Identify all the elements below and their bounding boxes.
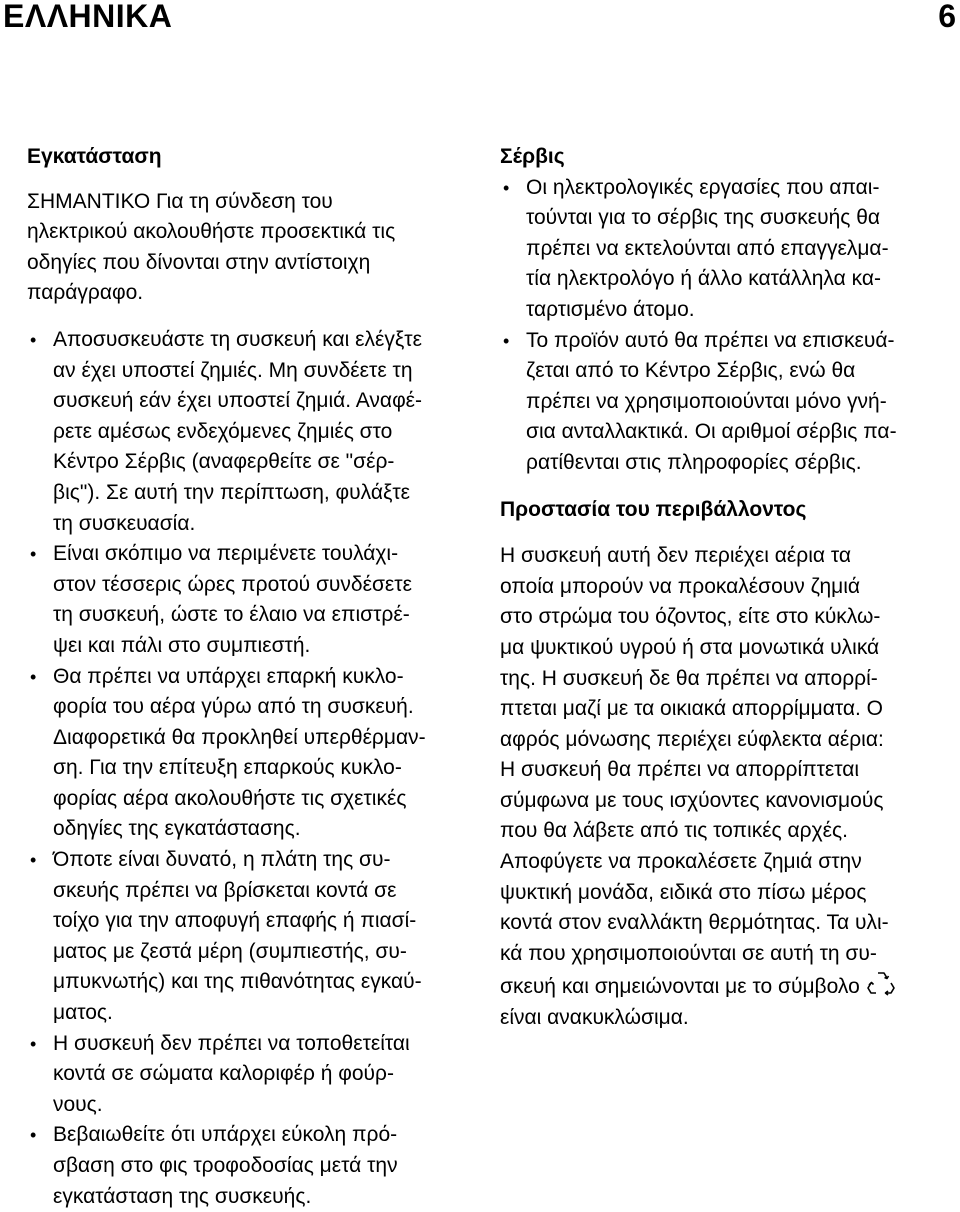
left-column — [27, 142, 447, 1212]
bullet-marker: • — [30, 850, 37, 871]
bullet-marker: • — [503, 177, 510, 198]
bullet-line: φορίας αέρα ακολουθήστε τις σχετικές — [53, 786, 407, 810]
bullet-line: νους. — [53, 1092, 103, 1116]
service-heading: Σέρβις — [500, 145, 565, 168]
environment-line: της. Η συσκευή δε θα πρέπει να απορρί- — [500, 666, 878, 690]
bullet-line: τούνται για το σέρβις της συσκευής θα — [526, 206, 881, 230]
environment-line: Αποφύγετε να προκαλέσετε ζημιά στην — [500, 850, 862, 874]
environment-line: ψυκτική μονάδα, ειδικά στο πίσω μέρος — [500, 880, 867, 904]
environment-line: είναι ανακυκλώσιμα. — [500, 1006, 689, 1030]
right-column — [500, 142, 942, 1034]
bullet-line: πρέπει να χρησιμοποιούνται μόνο γνή- — [526, 389, 887, 413]
bullet-line: ρετε αμέσως ενδεχόμενες ζημιές στο — [53, 419, 393, 443]
bullet-line: τία ηλεκτρολόγο ή άλλο κατάλληλα κα- — [526, 267, 881, 291]
installation-heading: Εγκατάσταση — [27, 145, 162, 168]
bullet-line: ψει και πάλι στο συμπιεστή. — [53, 633, 311, 657]
bullet-line: αν έχει υποστεί ζημιές. Μη συνδέετε τη — [53, 358, 413, 382]
bullet-line: τοίχο για την αποφυγή επαφής ή πιασί- — [53, 909, 417, 933]
bullet-marker: • — [30, 1125, 37, 1146]
environment-heading: Προστασία του περιβάλλοντος — [500, 497, 807, 521]
environment-text — [500, 541, 942, 1034]
bullet-item — [27, 325, 447, 539]
recycle-icon — [866, 969, 896, 999]
page-number: 6 — [938, 0, 956, 34]
bullet-line: στον τέσσερις ώρες προτού συνδέσετε — [53, 572, 412, 596]
installation-bullets — [27, 325, 447, 1212]
bullet-line: ρατίθενται στις πληροφορίες σέρβις. — [526, 450, 862, 474]
bullet-line: ταρτισμένο άτομο. — [526, 297, 695, 321]
important-label: ΣΗΜΑΝΤΙΚΟ — [27, 189, 151, 213]
bullet-item — [27, 845, 447, 1029]
bullet-marker: • — [30, 544, 37, 565]
bullet-line: Θα πρέπει να υπάρχει επαρκή κυκλο- — [53, 664, 404, 688]
environment-line: σύμφωνα με τους ισχύοντες κανονισμούς — [500, 788, 884, 812]
important-line: παράγραφο. — [27, 281, 144, 305]
bullet-line: σβαση στο φις τροφοδοσίας μετά την — [53, 1154, 398, 1177]
environment-line: στο στρώμα του όζοντος, είτε στο κύκλω- — [500, 605, 881, 629]
service-bullets — [500, 173, 942, 479]
important-note — [27, 187, 447, 309]
bullet-line: ματος με ζεστά μέρη (συμπιεστής, συ- — [53, 939, 407, 963]
important-line: ηλεκτρικού ακολουθήστε προσεκτικά τις — [27, 220, 396, 244]
bullet-item — [27, 1029, 447, 1121]
bullet-item — [27, 539, 447, 661]
bullet-line: πρέπει να εκτελούνται από επαγγελμα- — [526, 236, 889, 260]
bullet-marker: • — [30, 666, 37, 687]
environment-line: κά που χρησιμοποιούνται σε αυτή τη συ- — [500, 941, 877, 965]
bullet-line: τη συσκευασία. — [53, 511, 196, 535]
environment-line: Η συσκευή θα πρέπει να απορρίπτεται — [500, 758, 860, 782]
environment-line: σκευή και σημειώνονται με το σύμβολο — [500, 975, 860, 999]
bullet-line: τη συσκευή, ώστε το έλαιο να επιστρέ- — [53, 603, 410, 627]
bullet-marker: • — [503, 330, 510, 351]
important-line: οδηγίες που δίνονται στην αντίστοιχη — [27, 250, 371, 274]
environment-line-with-symbol — [500, 969, 942, 1003]
bullet-line: Διαφορετικά θα προκληθεί υπερθέρμαν- — [53, 725, 426, 749]
bullet-line: βις"). Σε αυτή την περίπτωση, φυλάξτε — [53, 480, 411, 504]
important-line: Για τη σύνδεση του — [150, 189, 333, 213]
bullet-line: Η συσκευή δεν πρέπει να τοποθετείται — [53, 1031, 410, 1055]
bullet-item — [27, 662, 447, 846]
environment-line: οποία μπορούν να προκαλέσουν ζημιά — [500, 574, 861, 598]
bullet-line: συσκευή εάν έχει υποστεί ζημιά. Αναφέ- — [53, 389, 423, 413]
bullet-line: Είναι σκόπιμο να περιμένετε τουλάχι- — [53, 542, 399, 566]
bullet-line: ματος. — [53, 1001, 113, 1025]
bullet-line: σκευής πρέπει να βρίσκεται κοντά σε — [53, 878, 397, 902]
bullet-line: Αποσυσκευάστε τη συσκευή και ελέγξτε — [53, 327, 422, 351]
bullet-line: σια ανταλλακτικά. Οι αριθμοί σέρβις πα- — [526, 420, 897, 444]
page-header — [0, 0, 960, 38]
bullet-line: εγκατάσταση της συσκευής. — [53, 1184, 312, 1208]
bullet-line: φορία του αέρα γύρω από τη συσκευή. — [53, 695, 414, 719]
bullet-line: Όποτε είναι δυνατό, η πλάτη της συ- — [53, 848, 391, 872]
bullet-line: Το προϊόν αυτό θα πρέπει να επισκευά- — [526, 328, 895, 352]
environment-line: που θα λάβετε από τις τοπικές αρχές. — [500, 819, 848, 843]
bullet-line: Οι ηλεκτρολογικές εργασίες που απαι- — [526, 175, 880, 199]
environment-line: κοντά στον εναλλάκτη θερμότητας. Τα υλι- — [500, 911, 889, 935]
bullet-marker: • — [30, 329, 37, 350]
bullet-line: Βεβαιωθείτε ότι υπάρχει εύκολη πρό- — [53, 1123, 398, 1147]
bullet-line: κοντά σε σώματα καλοριφέρ ή φούρ- — [53, 1062, 394, 1086]
bullet-item — [500, 173, 942, 326]
environment-line: Η συσκευή αυτή δεν περιέχει αέρια τα — [500, 544, 852, 568]
environment-line: αφρός μόνωσης περιέχει εύφλεκτα αέρια: — [500, 727, 884, 751]
bullet-item — [27, 1120, 447, 1212]
language-label: ΕΛΛΗΝΙΚΑ — [3, 0, 173, 34]
bullet-item — [500, 326, 942, 479]
bullet-marker: • — [30, 1033, 37, 1054]
environment-line: μα ψυκτικού υγρού ή στα μονωτικά υλικά — [500, 635, 880, 659]
bullet-line: οδηγίες της εγκατάστασης. — [53, 817, 301, 841]
environment-line: πτεται μαζί με τα οικιακά απορρίμματα. Ο — [500, 697, 883, 721]
bullet-line: ζεται από το Κέντρο Σέρβις, ενώ θα — [526, 359, 856, 383]
bullet-line: Κέντρο Σέρβις (αναφερθείτε σε "σέρ- — [53, 450, 395, 474]
bullet-line: μπυκνωτής) και της πιθανότητας εγκαύ- — [53, 970, 422, 994]
bullet-line: ση. Για την επίτευξη επαρκούς κυκλο- — [53, 756, 402, 780]
